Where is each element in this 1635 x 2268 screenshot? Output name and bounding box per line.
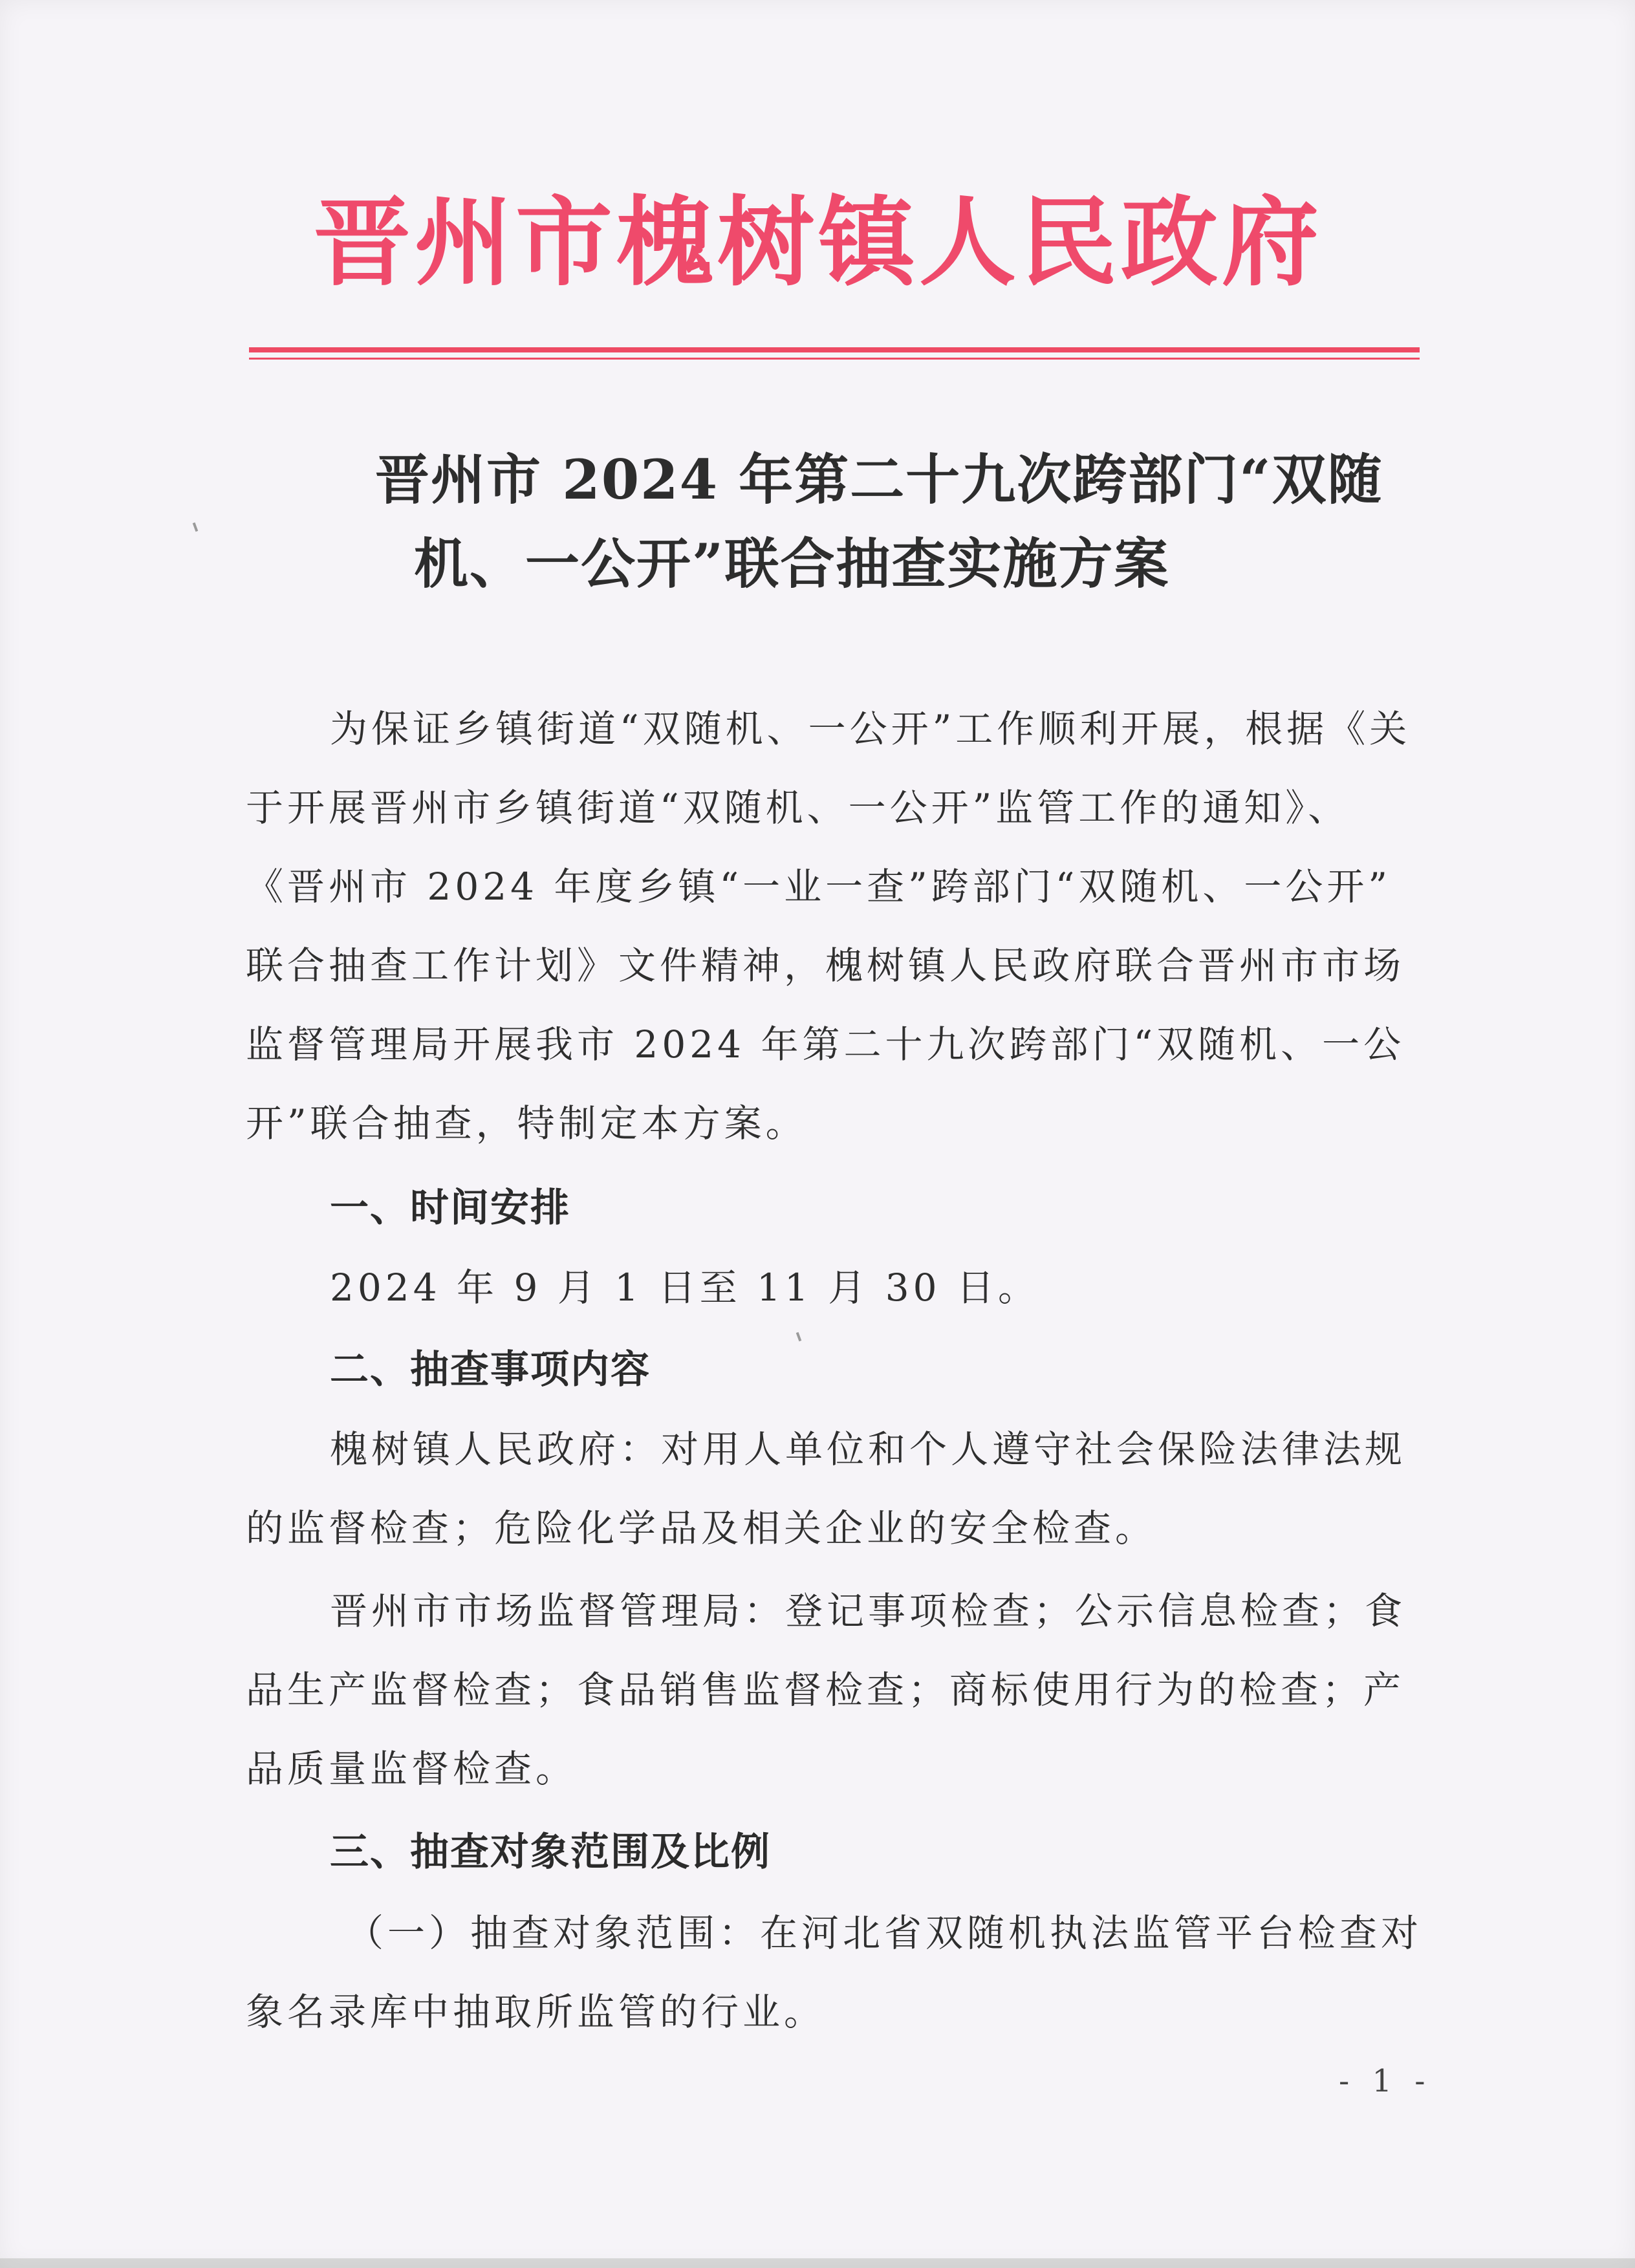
intro-line-2: 于开展晋州市乡镇街道“双随机、一公开”监管工作的通知》、 [246,786,1350,830]
intro-line-3: 《晋州市 2024 年度乡镇“一业一查”跨部门“双随机、一公开” [246,865,1392,909]
inspection-para1-line-1: 槐树镇人民政府：对用人单位和个人遵守社会保险法律法规 [330,1427,1407,1471]
intro-line-4: 联合抽查工作计划》文件精神，槐树镇人民政府联合晋州市市场 [246,944,1405,988]
scan-edge [0,2258,1635,2268]
red-header-rule [249,347,1420,352]
inspection-para2-line-3: 品质量监督检查。 [246,1747,578,1791]
scope-para1-line-2: 象名录库中抽取所监管的行业。 [246,1990,826,2034]
inspection-para1-line-2: 的监督检查；危险化学品及相关企业的安全检查。 [246,1506,1157,1550]
document-title-line-2: 机、一公开”联合抽查实施方案 [414,532,1170,596]
scope-para1-line-1: （一）抽查对象范围：在河北省双随机执法监管平台检查对 [346,1911,1423,1955]
scan-speck [193,523,199,532]
scan-speck [796,1332,802,1342]
inspection-para2-line-2: 品生产监督检查；食品销售监督检查；商标使用行为的检查；产 [246,1668,1405,1712]
document-title-line-1: 晋州市 2024 年第二十九次跨部门“双随 [375,448,1383,512]
schedule-text: 2024 年 9 月 1 日至 11 月 30 日。 [330,1266,1039,1310]
intro-line-1: 为保证乡镇街道“双随机、一公开”工作顺利开展，根据《关 [330,707,1411,751]
issuing-authority-header: 晋州市槐树镇人民政府 [313,186,1323,299]
intro-line-6: 开”联合抽查，特制定本方案。 [246,1101,807,1145]
intro-line-5: 监督管理局开展我市 2024 年第二十九次跨部门“双随机、一公 [246,1022,1405,1066]
section-heading-scope: 三、抽查对象范围及比例 [330,1830,771,1875]
inspection-para2-line-1: 晋州市市场监督管理局：登记事项检查；公示信息检查；食 [330,1589,1407,1633]
red-header-rule-thin [249,358,1420,360]
section-heading-schedule: 一、时间安排 [330,1185,570,1231]
page-number: - 1 - [1339,2063,1432,2099]
section-heading-inspection-items: 二、抽查事项内容 [330,1347,651,1392]
